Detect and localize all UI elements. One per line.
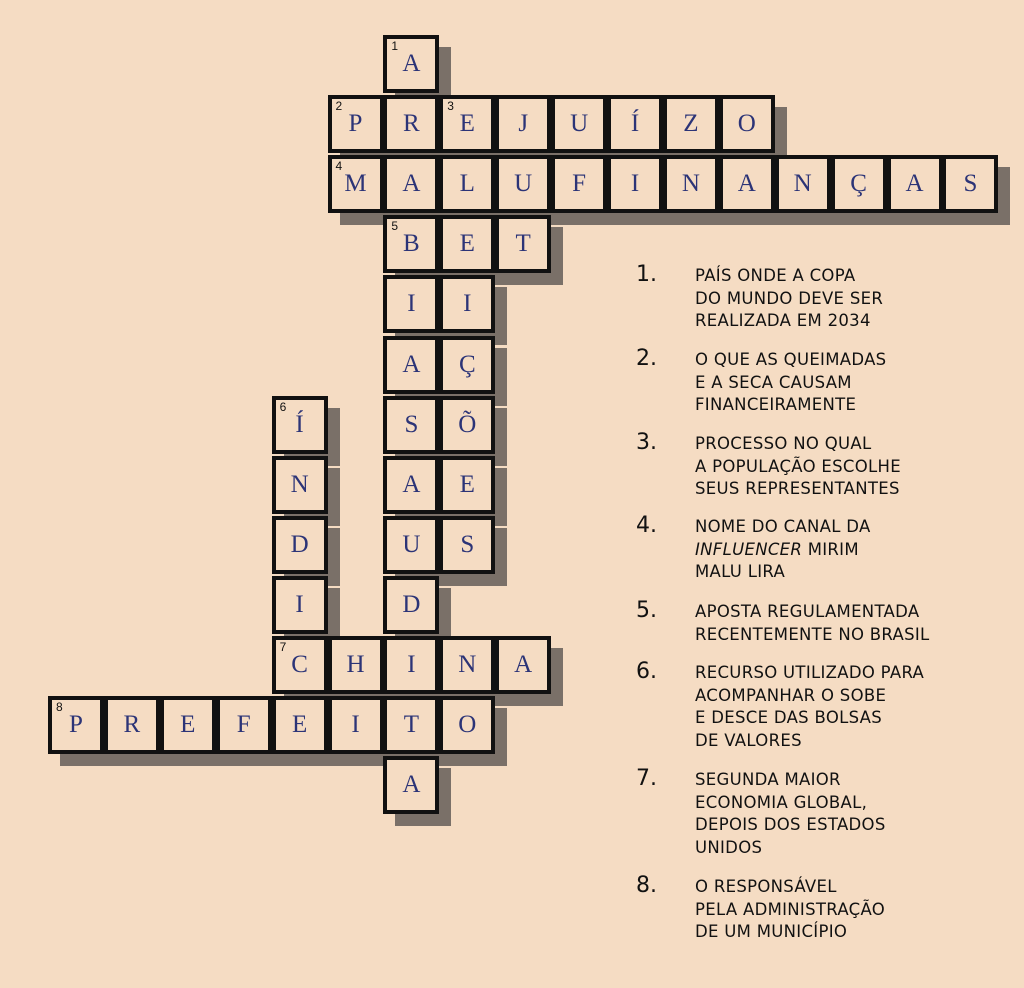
crossword-cell[interactable] [719, 155, 775, 213]
cell-letter: T [403, 711, 420, 739]
cell-letter: E [459, 230, 475, 258]
crossword-cell[interactable] [942, 155, 998, 213]
cell-letter: A [402, 170, 421, 198]
crossword-cell[interactable] [719, 95, 775, 153]
clue-number: 5. [636, 598, 657, 623]
cell-letter: I [351, 711, 360, 739]
clue-number: 3. [636, 430, 657, 455]
clue-text: O QUE AS QUEIMADAS E A SECA CAUSAM FINANCEIRAMENTE [695, 350, 887, 414]
cell-number: 1 [391, 39, 399, 53]
cell-letter: F [572, 170, 587, 198]
cell-letter: R [123, 711, 141, 739]
cell-letter: S [963, 170, 978, 198]
cell-letter: E [459, 470, 475, 498]
clue-number: 2. [636, 346, 657, 371]
clue-text-part: MIRIM MALU LIRA [695, 539, 859, 581]
clue-number: 4. [636, 513, 657, 538]
cell-letter: R [403, 110, 420, 138]
crossword-cell[interactable] [383, 336, 439, 394]
cell-letter: N [681, 170, 700, 198]
cell-letter: Í [295, 410, 304, 438]
cell-letter: A [402, 470, 421, 498]
cell-letter: S [460, 530, 475, 558]
cell-letter: A [737, 170, 756, 198]
clue-number: 6. [636, 659, 657, 684]
crossword-cell[interactable] [439, 336, 495, 394]
crossword-cell[interactable] [272, 636, 328, 694]
crossword-cell[interactable] [383, 756, 439, 814]
cell-letter: Ç [458, 350, 476, 378]
crossword-cell[interactable] [383, 35, 439, 93]
cell-letter: P [348, 110, 363, 138]
cell-letter: N [290, 470, 309, 498]
clue-text: RECURSO UTILIZADO PARA ACOMPANHAR O SOBE E DESCE DAS BOLSAS DE VALORES [695, 663, 925, 750]
crossword-cell[interactable] [328, 636, 384, 694]
cell-letter: E [180, 711, 196, 739]
crossword-cell[interactable] [439, 516, 495, 574]
cell-number: 3 [447, 99, 454, 114]
crossword-cell[interactable] [272, 456, 328, 514]
cell-letter: D [290, 530, 309, 558]
cell-letter: D [402, 590, 421, 618]
cell-letter: N [458, 651, 477, 678]
cell-letter: N [793, 170, 812, 198]
clue-number: 8. [636, 873, 657, 898]
cell-letter: O [737, 110, 756, 138]
cell-letter: O [458, 711, 477, 739]
cell-letter: Z [683, 110, 699, 138]
cell-letter: A [905, 170, 924, 198]
clue-text: PAÍS ONDE A COPA DO MUNDO DEVE SER REALIZADA EM 2034 [695, 266, 884, 330]
cell-number: 8 [56, 700, 63, 715]
crossword-cell[interactable] [439, 95, 495, 153]
cell-letter: S [404, 410, 419, 438]
crossword-cell[interactable] [495, 215, 551, 273]
crossword-cell[interactable] [495, 95, 551, 153]
crossword-cell[interactable] [383, 456, 439, 514]
cell-letter: U [514, 170, 533, 198]
clue-text: O RESPONSÁVEL PELA ADMINISTRAÇÃO DE UM MUNICÍPIO [695, 877, 886, 941]
clue-text [695, 516, 1015, 584]
cell-number: 4 [335, 159, 343, 174]
crossword-cell[interactable] [831, 155, 887, 213]
cell-letter: P [69, 711, 83, 739]
clue-text: SEGUNDA MAIOR ECONOMIA GLOBAL, DEPOIS DOS ESTADOS UNIDOS [695, 770, 886, 857]
crossword-cell[interactable] [383, 155, 439, 213]
cell-letter: E [459, 110, 475, 138]
crossword-cell[interactable] [160, 696, 216, 754]
crossword-cell[interactable] [383, 636, 439, 694]
cell-letter: E [291, 711, 308, 739]
cell-number: 6 [279, 399, 287, 414]
crossword-cell[interactable] [328, 696, 384, 754]
cell-letter: A [402, 771, 421, 799]
cell-letter: B [403, 230, 420, 258]
cell-letter: H [346, 651, 365, 678]
crossword-cell[interactable] [328, 95, 384, 153]
crossword-cell[interactable] [775, 155, 831, 213]
crossword-cell[interactable] [383, 95, 439, 153]
crossword-cell[interactable] [383, 215, 439, 273]
cell-letter: U [570, 110, 589, 138]
clue-number: 1. [636, 262, 657, 287]
crossword-cell[interactable] [272, 516, 328, 574]
crossword-cell[interactable] [216, 696, 272, 754]
crossword-cell[interactable] [383, 696, 439, 754]
cell-letter: F [236, 711, 251, 739]
crossword-cell[interactable] [272, 696, 328, 754]
cell-letter: I [295, 590, 304, 618]
clue-text-italic: INFLUENCER [695, 539, 803, 559]
cell-letter: A [402, 50, 421, 77]
crossword-cell[interactable] [383, 396, 439, 454]
cell-letter: I [630, 170, 640, 198]
cell-letter: U [402, 530, 421, 558]
crossword-cell[interactable] [439, 215, 495, 273]
crossword-cell[interactable] [439, 396, 495, 454]
crossword-cell[interactable] [495, 155, 551, 213]
cell-letter: I [407, 651, 416, 678]
crossword-cell[interactable] [383, 275, 439, 333]
cell-letter: I [463, 290, 472, 318]
crossword-cell[interactable] [272, 396, 328, 454]
cell-number: 2 [335, 99, 343, 114]
crossword-cell[interactable] [607, 95, 663, 153]
crossword-cell[interactable] [104, 696, 160, 754]
clue-text: APOSTA REGULAMENTADA RECENTEMENTE NO BRASIL [695, 602, 930, 644]
cell-letter: Ç [850, 170, 867, 198]
crossword-cell[interactable] [439, 696, 495, 754]
cell-letter: M [344, 170, 367, 198]
crossword-cell[interactable] [383, 516, 439, 574]
cell-letter: I [407, 290, 416, 318]
crossword-cell[interactable] [551, 155, 607, 213]
clue-text-part: NOME DO CANAL DA [695, 517, 871, 536]
cell-letter: C [291, 651, 308, 678]
clue-number: 7. [636, 766, 657, 791]
crossword-cell[interactable] [887, 155, 943, 213]
cell-letter: Õ [458, 410, 477, 438]
crossword-cell[interactable] [663, 155, 719, 213]
crossword-cell[interactable] [663, 95, 719, 153]
cell-letter: T [515, 230, 531, 258]
crossword-cell[interactable] [383, 576, 439, 634]
cell-letter: L [459, 170, 475, 198]
crossword-cell[interactable] [328, 155, 384, 213]
crossword-cell[interactable] [439, 456, 495, 514]
cell-letter: A [514, 651, 533, 678]
crossword-cell[interactable] [607, 155, 663, 213]
cell-letter: A [402, 350, 421, 378]
crossword-cell[interactable] [48, 696, 104, 754]
crossword-cell[interactable] [272, 576, 328, 634]
crossword-cell[interactable] [495, 636, 551, 694]
crossword-cell[interactable] [439, 636, 495, 694]
cell-number: 7 [279, 640, 287, 654]
crossword-cell[interactable] [439, 275, 495, 333]
cell-letter: J [518, 110, 529, 138]
clue-text: PROCESSO NO QUAL A POPULAÇÃO ESCOLHE SEUS REPRESENTANTES [695, 434, 901, 498]
cell-number: 5 [391, 219, 399, 234]
crossword-cell[interactable] [551, 95, 607, 153]
cell-letter: Í [630, 110, 640, 138]
crossword-cell[interactable] [439, 155, 495, 213]
